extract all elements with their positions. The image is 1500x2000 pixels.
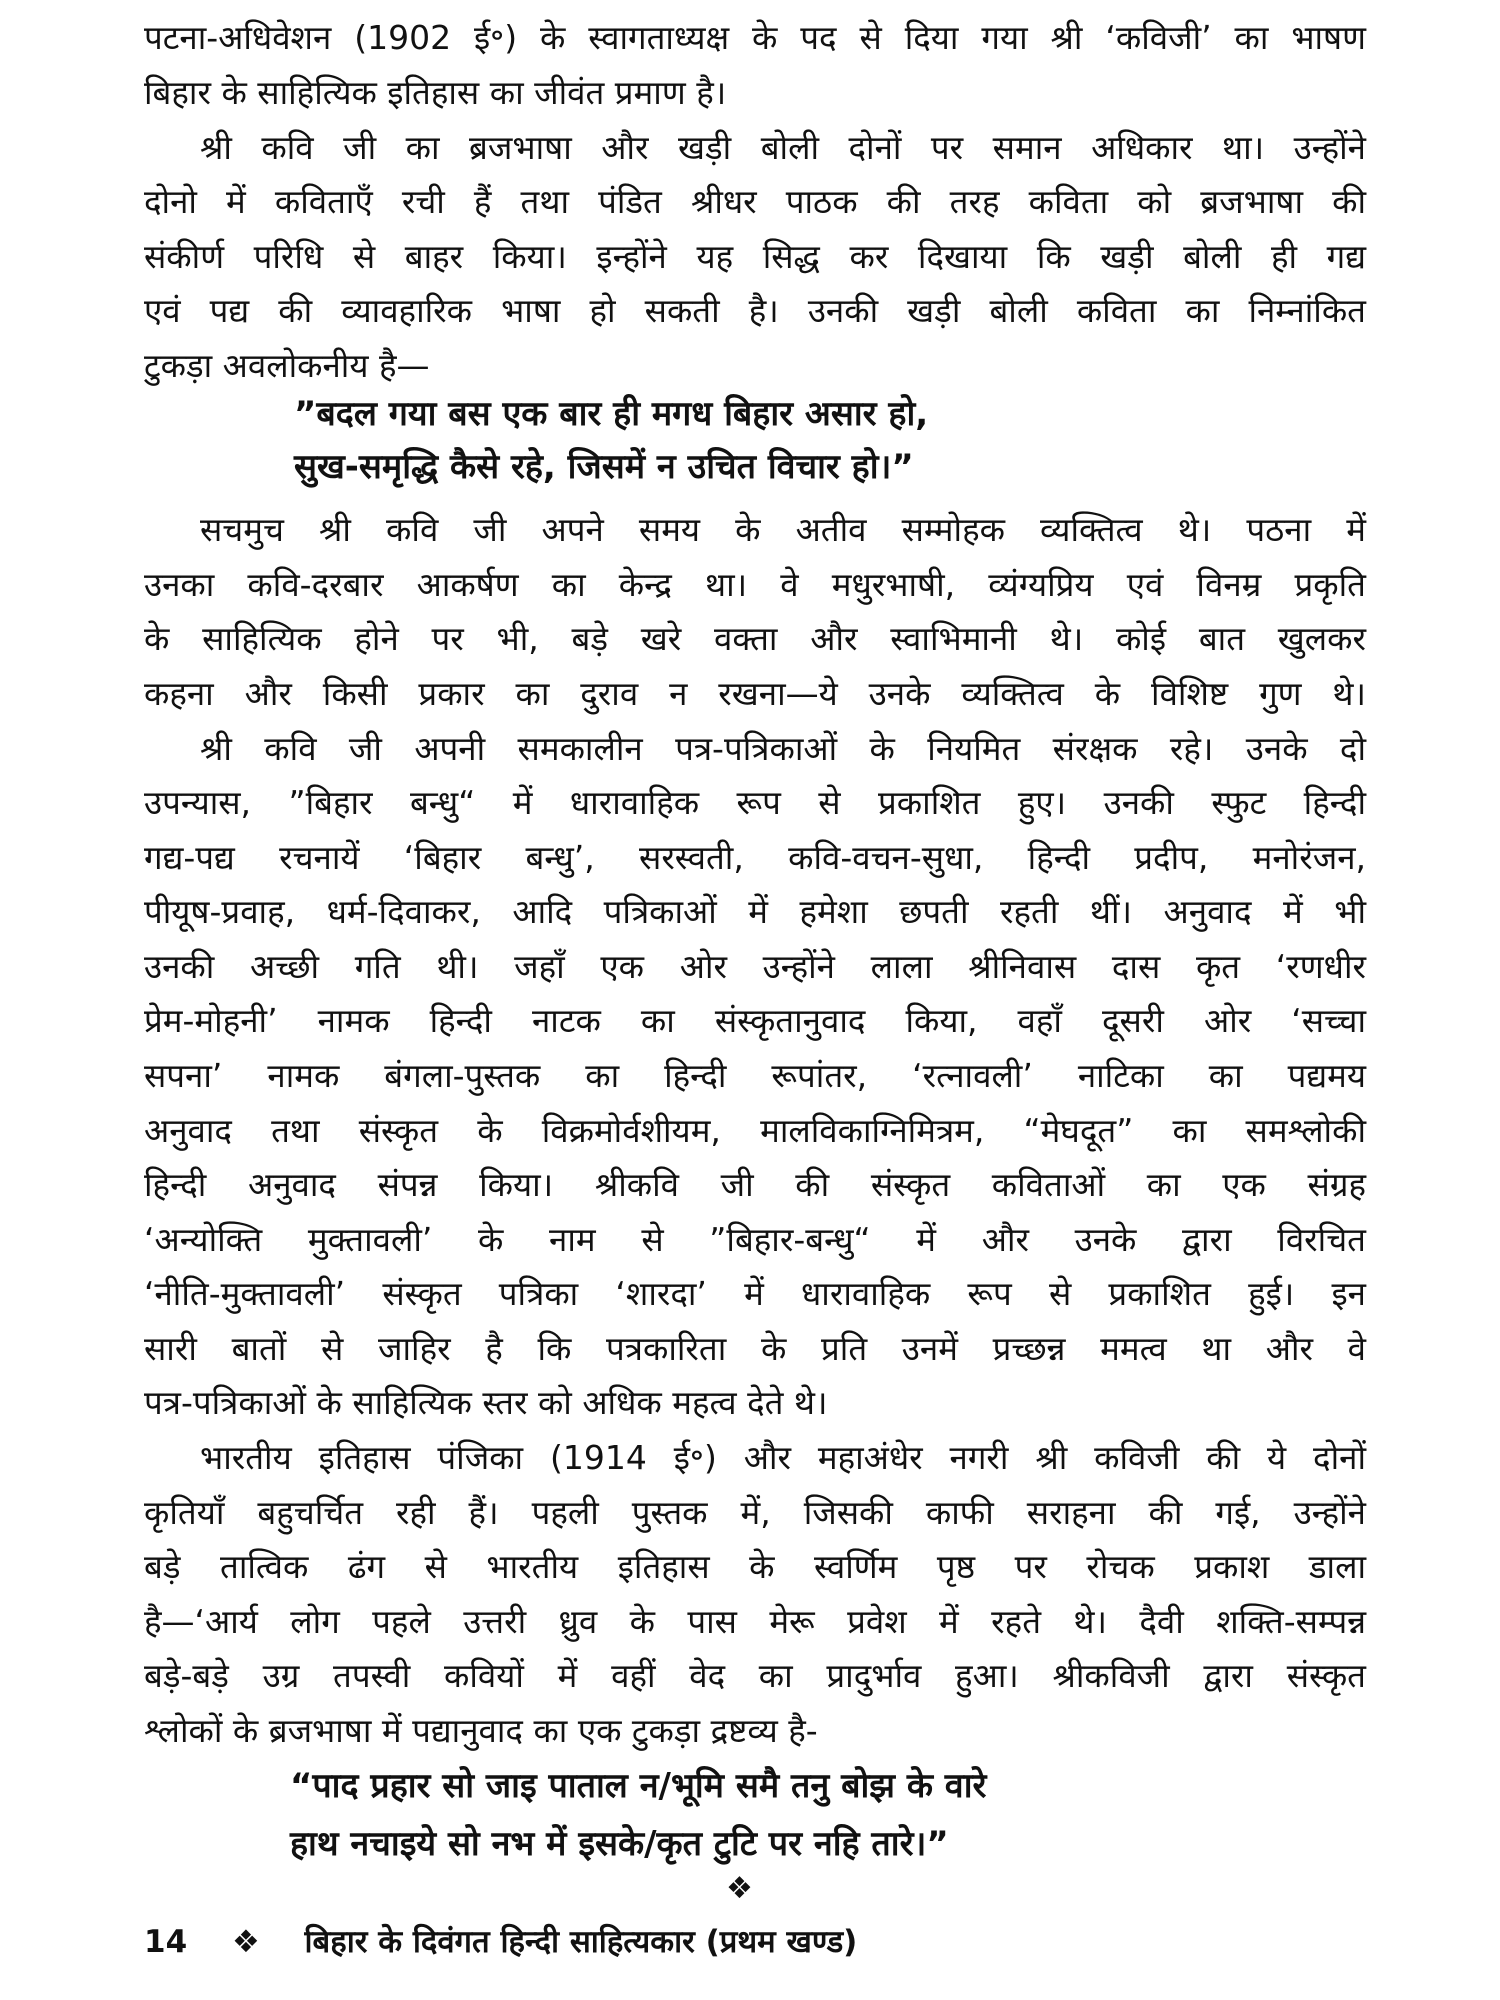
text-line: टुकड़ा अवलोकनीय है— [144,346,430,385]
text-line: उपन्यास, ”बिहार बन्धु“ में धारावाहिक रूप से प्रकाशित हुए। उनकी स्फुट हिन्दी [144,783,1366,822]
text-line: कहना और किसी प्रकार का दुराव न रखना—ये उनके व्यक्तित्व के विशिष्ट गुण थे। [144,674,1366,713]
text-line: श्री कवि जी अपनी समकालीन पत्र-पत्रिकाओं के नियमित संरक्षक रहे। उनके दो [200,729,1366,768]
page-number: 14 [144,1924,188,1960]
text-line: श्री कवि जी का ब्रजभाषा और खड़ी बोली दोनों पर समान अधिकार था। उन्होंने [200,128,1366,167]
text-line: हिन्दी अनुवाद संपन्न किया। श्रीकवि जी की संस्कृत कविताओं का एक संग्रह [144,1165,1366,1204]
text-line: सचमुच श्री कवि जी अपने समय के अतीव सम्मोहक व्यक्तित्व थे। पठना में [200,510,1366,549]
text-line: ‘नीति-मुक्तावली’ संस्कृत पत्रिका ‘शारदा’ में धारावाहिक रूप से प्रकाशित हुई। इन [144,1274,1366,1313]
verse-line: हाथ नचाइये सो नभ में इसके/कृत टुटि पर नहि तारे।” [290,1824,949,1864]
text-line: सपना’ नामक बंगला-पुस्तक का हिन्दी रूपांतर, ‘रत्नावली’ नाटिका का पद्यमय [144,1056,1366,1095]
page-footer [144,1920,891,1964]
text-line: कृतियाँ बहुचर्चित रही हैं। पहली पुस्तक में, जिसकी काफी सराहना की गई, उन्होंने [144,1493,1366,1532]
text-line: पत्र-पत्रिकाओं के साहित्यिक स्तर को अधिक महत्व देते थे। [144,1383,828,1422]
text-line: बिहार के साहित्यिक इतिहास का जीवंत प्रमाण है। [144,73,727,112]
book-title: बिहार के दिवंगत हिन्दी साहित्यकार (प्रथम खण्ड) [304,1924,858,1960]
text-line: पटना-अधिवेशन (1902 ई॰) के स्वागताध्यक्ष के पद से दिया गया श्री ‘कविजी’ का भाषण [144,18,1366,57]
text-line: उनकी अच्छी गति थी। जहाँ एक ओर उन्होंने लाला श्रीनिवास दास कृत ‘रणधीर [144,947,1366,986]
text-line: भारतीय इतिहास पंजिका (1914 ई॰) और महाअंधेर नगरी श्री कविजी की ये दोनों [200,1438,1366,1477]
ornament-icon: ❖ [231,1924,260,1960]
text-line: उनका कवि-दरबार आकर्षण का केन्द्र था। वे मधुरभाषी, व्यंग्यप्रिय एवं विनम्र प्रकृति [144,565,1366,604]
text-line: पीयूष-प्रवाह, धर्म-दिवाकर, आदि पत्रिकाओं में हमेशा छपती रहती थीं। अनुवाद में भी [144,892,1366,931]
text-line: के साहित्यिक होने पर भी, बड़े खरे वक्ता और स्वाभिमानी थे। कोई बात खुलकर [144,619,1366,658]
text-line: ‘अन्योक्ति मुक्तावली’ के नाम से ”बिहार-बन्धु“ में और उनके द्वारा विरचित [144,1220,1366,1259]
text-line: सारी बातों से जाहिर है कि पत्रकारिता के प्रति उनमें प्रच्छन्न ममत्व था और वे [144,1329,1366,1368]
text-line: बड़े तात्विक ढंग से भारतीय इतिहास के स्वर्णिम पृष्ठ पर रोचक प्रकाश डाला [144,1547,1366,1586]
text-line: गद्य-पद्य रचनायें ‘बिहार बन्धु’, सरस्वती, कवि-वचन-सुधा, हिन्दी प्रदीप, मनोरंजन, [144,838,1366,877]
verse-line: सुख-समृद्धि कैसे रहे, जिसमें न उचित विचार हो।” [294,447,914,487]
verse-line: ”बदल गया बस एक बार ही मगध बिहार असार हो, [294,394,929,434]
text-line: श्लोकों के ब्रजभाषा में पद्यानुवाद का एक टुकड़ा द्रष्टव्य है- [144,1711,818,1750]
text-line: बड़े-बड़े उग्र तपस्वी कवियों में वहीं वेद का प्रादुर्भाव हुआ। श्रीकविजी द्वारा संस्कृत [144,1656,1366,1695]
text-line: संकीर्ण परिधि से बाहर किया। इन्होंने यह सिद्ध कर दिखाया कि खड़ी बोली ही गद्य [144,237,1366,276]
text-line: प्रेम-मोहनी’ नामक हिन्दी नाटक का संस्कृतानुवाद किया, वहाँ दूसरी ओर ‘सच्चा [144,1001,1366,1040]
text-line: अनुवाद तथा संस्कृत के विक्रमोर्वशीयम, मालविकाग्निमित्रम, “मेघदूत” का समश्लोकी [144,1111,1366,1150]
text-line: एवं पद्य की व्यावहारिक भाषा हो सकती है। उनकी खड़ी बोली कविता का निम्नांकित [144,291,1366,330]
text-line: है—‘आर्य लोग पहले उत्तरी ध्रुव के पास मेरू प्रवेश में रहते थे। दैवी शक्ति-सम्पन्न [144,1602,1366,1641]
ornament-icon: ❖ [726,1871,753,1906]
verse-line: “पाद प्रहार सो जाइ पाताल न/भूमि समै तनु बोझ के वारे [290,1766,987,1806]
text-line: दोनो में कविताएँ रची हैं तथा पंडित श्रीधर पाठक की तरह कविता को ब्रजभाषा की [144,182,1366,221]
